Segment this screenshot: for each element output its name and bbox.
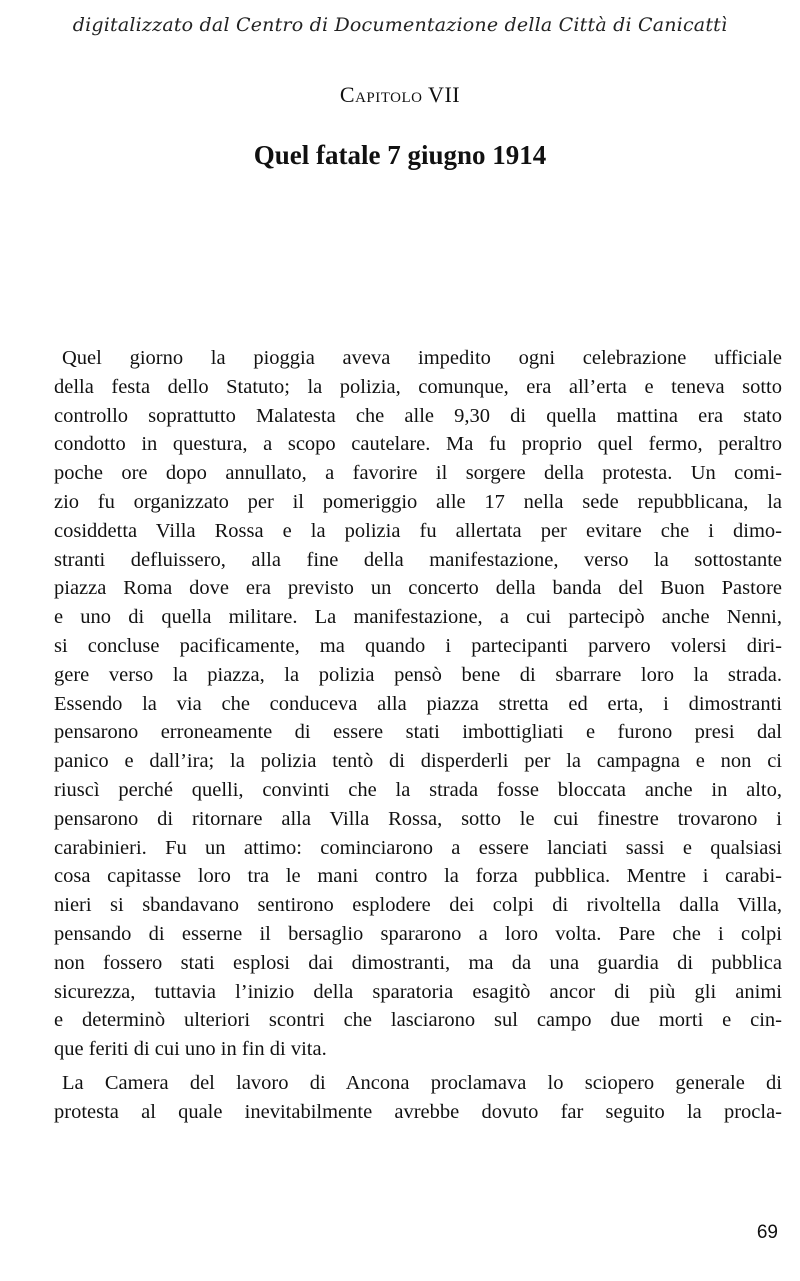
text-line: panico e dall’ira; la polizia tentò di disperderli per la campagna e non ci — [54, 750, 782, 773]
text-line: cosiddetta Villa Rossa e la polizia fu allertata per evitare che i dimo- — [54, 519, 782, 542]
body-text — [54, 344, 782, 1132]
text-line: cosa capitasse loro tra le mani contro la forza pubblica. Mentre i carabi- — [54, 865, 782, 888]
text-line: poche ore dopo annullato, a favorire il sorgere della protesta. Un comi- — [54, 462, 782, 485]
text-line: controllo soprattutto Malatesta che alle 9,30 di quella mattina era stato — [54, 404, 782, 427]
text-line: protesta al quale inevitabilmente avrebbe dovuto far seguito la procla- — [54, 1100, 782, 1123]
text-line: nieri si sbandavano sentirono esplodere dei colpi di rivoltella dalla Villa, — [54, 894, 782, 917]
text-line: gere verso la piazza, la polizia pensò bene di sbarrare loro la strada. — [54, 663, 782, 686]
paragraph — [54, 1069, 782, 1127]
text-line: riuscì perché quelli, convinti che la strada fosse bloccata anche in alto, — [54, 778, 782, 801]
text-line: pensarono di ritornare alla Villa Rossa, sotto le cui finestre trovarono i — [54, 807, 782, 830]
text-line: e determinò ulteriori scontri che lasciarono sul campo due morti e cin- — [54, 1009, 782, 1032]
text-line: sicurezza, tuttavia l’inizio della sparatoria esagitò ancor di più gli animi — [54, 980, 782, 1003]
text-line: que feriti di cui uno in fin di vita. — [54, 1038, 327, 1061]
text-line: non fossero stati esplosi dai dimostranti, ma da una guardia di pubblica — [54, 951, 782, 974]
text-line: pensarono erroneamente di essere stati imbottigliati e furono presi dal — [54, 721, 782, 744]
chapter-label: Capitolo VII — [339, 82, 461, 107]
text-line: zio fu organizzato per il pomeriggio alle 17 nella sede repubblicana, la — [54, 490, 782, 513]
text-line: Essendo la via che conduceva alla piazza stretta ed erta, i dimostranti — [54, 692, 782, 715]
text-line: si concluse pacificamente, ma quando i partecipanti parvero volersi diri- — [54, 634, 782, 657]
text-line: stranti defluissero, alla fine della manifestazione, verso la sottostante — [54, 548, 782, 571]
text-line: La Camera del lavoro di Ancona proclamava lo sciopero generale di — [62, 1071, 782, 1094]
text-line: della festa dello Statuto; la polizia, comunque, era all’erta e teneva sotto — [54, 375, 782, 398]
text-line: e uno di quella militare. La manifestazione, a cui partecipò anche Nenni, — [54, 606, 782, 629]
text-line: condotto in questura, a scopo cautelare. Ma fu proprio quel fermo, peraltro — [54, 433, 782, 456]
text-line: pensando di esserne il bersaglio spararono a loro volta. Pare che i colpi — [54, 922, 782, 945]
chapter-title: Quel fatale 7 giugno 1914 — [253, 140, 547, 170]
paragraph — [54, 344, 782, 1064]
text-line: carabinieri. Fu un attimo: cominciarono a essere lanciati sassi e qualsiasi — [54, 836, 782, 859]
text-line: Quel giorno la pioggia aveva impedito ogni celebrazione ufficiale — [62, 347, 782, 369]
page-number: 69 — [756, 1222, 778, 1243]
watermark: digitalizzato dal Centro di Documentazione della Città di Canicattì — [72, 14, 728, 36]
text-line: piazza Roma dove era previsto un concerto della banda del Buon Pastore — [54, 577, 782, 600]
